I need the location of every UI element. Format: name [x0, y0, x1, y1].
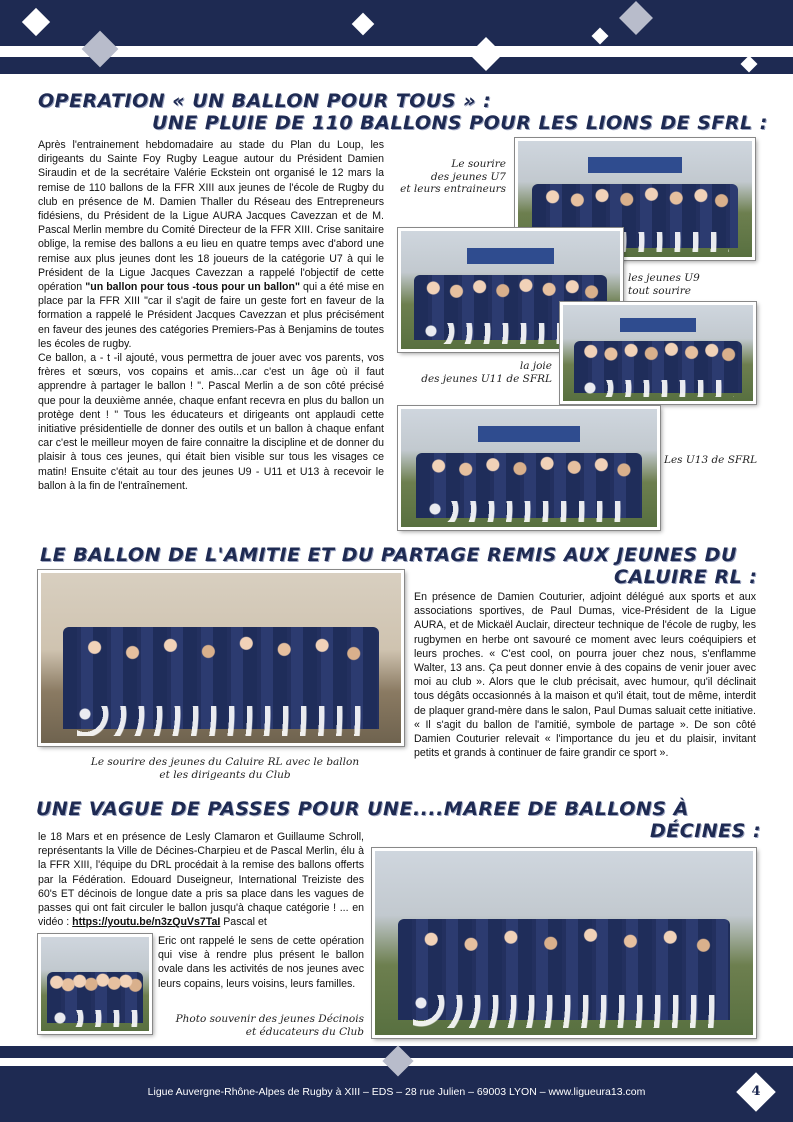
photo-balls — [427, 501, 632, 522]
header-band-lower — [0, 57, 793, 74]
section1-para1-bold: "un ballon pour tous -tous pour un ballon" — [85, 281, 300, 294]
section3-body-b: Pascal et — [220, 916, 267, 929]
section1-para1-b: qui a été mise en place par la FFR XIII "car il s'agit de faire un geste fort en faveur de la formation a rappelé le Président Jacques Cavezzan et plus précisément en faveur des jeunes des catégories Premiers-Pas à Benjamins de toutes les écoles de rugby. — [38, 281, 384, 350]
header-band — [0, 0, 793, 46]
section3-body-a: le 18 Mars et en présence de Lesly Clamaron et Guillaume Schroll, représentants la Ville de Décines-Charpieu et de Pascal Merlin, élu à la FFR XIII, l'équipe du DRL procédait à la remise des ballons offerts par la Fédération. Edouard Duseigneur, International Treiziste des 60's ET décinois de longue date a pris sa place dans les vagues de passes qui ont fait circuler le ballon jusqu'à chaque catégorie ! ... en vidéo : — [38, 831, 364, 929]
photo-caluire — [38, 570, 404, 746]
section1-para2: Ce ballon, a - t -il ajouté, vous permettra de jouer avec vos parents, vos frères et sœurs, vos copains et amis...car c'est un âge où il faut apprendre à partager le ballon ! ". Pascal Merlin a de son côté précisé que pour la deuxième année, chaque enfant recevra en plus du ballon un protège dent ! " Tous les éducateurs et dirigeants ont applaudi cette initiative présidentielle de donner des outils et un ballon à chaque enfant car c'est le meilleur moyen de faire connaitre la discipline et de donner du plaisir à tous ces jeunes, qui était bien visible sur tous les visages ce matin! Ensuite c'était au tour des jeunes U9 - U11 et U13 à recevoir le ballon à la fin de l'entraînement. — [38, 352, 384, 492]
footer-address: Ligue Auvergne-Rhône-Alpes de Rugby à XIII – EDS – 28 rue Julien – 69003 LYON – www.ligueura13.com — [147, 1086, 646, 1098]
section3-body-c: Eric ont rappelé le sens de cette opération qui vise à rendre plus présent le ballon ovale dans les activités de nos jeunes avec leurs copains, leurs voisins, leurs familles. — [158, 935, 364, 990]
section1-body — [38, 138, 384, 493]
photo-banner — [620, 318, 696, 331]
caption-u7: Le sourire des jeunes U7 et leurs entraineurs — [400, 158, 506, 195]
caption-decines: Photo souvenir des jeunes Décinois et éducateurs du Club — [175, 1013, 364, 1038]
section3-title-line1: UNE VAGUE DE PASSES POUR UNE....MAREE DE BALLONS À — [36, 798, 689, 820]
section1-title-line1: OPERATION « UN BALLON POUR TOUS » : — [38, 90, 492, 112]
section2-title-line2: CALUIRE RL : — [614, 566, 758, 588]
section2-body: En présence de Damien Couturier, adjoint délégué aux sports et aux associations sportives, de Paul Dumas, vice-Président de la Ligue AURA, et de Mickaël Auclair, directeur technique de l'école de rugby, les rugbymen en herbe ont savouré ce moment avec leurs coéquipiers et leurs proches. « C'est cool, on pourra jouer chez nous, s'enflamme Walter, 13 ans. Ça peut donner envie à des copains de venir jouer avec moi au club ». Alors que le club précisait, avec humour, qu'il déclinait tous dégâts occasionnés à la maison et qu'il était, tout de même, interdit de plaquer grand-mère dans le salon, Paul Dumas saluait cette initiative. « Il s'agit du ballon de l'amitié, symbole de partage ». De son côté Damien Couturier relevait « l'importance du jeu et du plaisir, invitant petits et grands à continuer de faire grandir ce sport ». — [414, 591, 756, 760]
section1-para1-a: Après l'entrainement hebdomadaire au stade du Plan du Loup, les dirigeants du Sainte Foy Rugby League autour du Président Damien Siraudin et de la secrétaire Valérie Eckstein ont organisé le 12 mars la remise de 110 ballons de la FFR XIII aux jeunes de l'école de Rugby du club en présence de M. Damien Thaller du Réseau des Entrepreneurs fidésiens, du Président de la Ligue AURA Jacques Cavezzan et de M. Pascal Merlin membre du Comité Directeur de la FFR XIII. Crise sanitaire oblige, la remise des ballons a eu lieu en quatre temps avec d'abord une remise aux plus jeunes dont les 18 joueurs de la catégorie U7 à qui le Président de la Ligue Jacques Cavezzan a rappelé l'objectif de cette opération — [38, 139, 384, 294]
section2-title-line1: LE BALLON DE L'AMITIE ET DU PARTAGE REMIS AUX JEUNES DU — [40, 544, 737, 566]
page-number: 4 — [751, 1084, 761, 1099]
photo-u11 — [560, 302, 756, 404]
section3-body-top — [38, 830, 364, 929]
caption-u9: les jeunes U9 tout sourire — [628, 272, 700, 297]
photo-decines-small — [38, 934, 152, 1034]
photo-banner — [588, 157, 682, 173]
caption-u13: Les U13 de SFRL — [664, 454, 758, 466]
photo-decines — [372, 848, 756, 1038]
caption-u11: la joie des jeunes U11 de SFRL — [421, 360, 552, 385]
photo-banner — [478, 426, 580, 443]
photo-balls — [413, 995, 715, 1028]
video-link[interactable]: https://youtu.be/n3zQuVs7TaI — [72, 916, 221, 929]
photo-banner — [467, 248, 555, 265]
photo-balls — [77, 706, 365, 737]
photo-balls — [52, 1010, 138, 1027]
section1-title-line2: UNE PLUIE DE 110 BALLONS POUR LES LIONS DE SFRL : — [152, 112, 768, 134]
caption-caluire: Le sourire des jeunes du Caluire RL avec le ballon et les dirigeants du Club — [90, 756, 360, 781]
section3-title-line2: DÉCINES : — [650, 820, 762, 842]
photo-balls — [582, 380, 734, 397]
photo-u13 — [398, 406, 660, 530]
